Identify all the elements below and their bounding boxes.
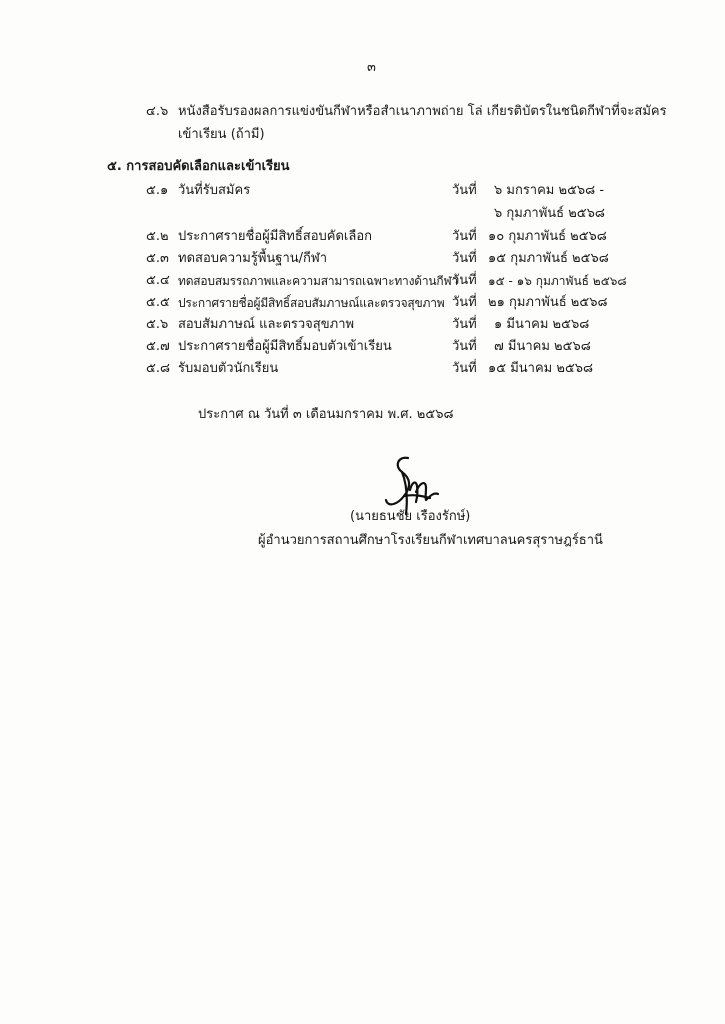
item-5-5-number: ๕.๕: [146, 295, 170, 310]
item-5-4-date: ๑๕ - ๑๖ กุมภาพันธ์ ๒๕๖๘: [488, 274, 627, 288]
item-4-6-number: ๔.๖: [146, 104, 169, 119]
item-5-2-number: ๕.๒: [146, 229, 169, 244]
item-5-3-number: ๕.๓: [146, 251, 169, 266]
item-4-6-line1: หนังสือรับรองผลการแข่งขันกีฬาหรือสำเนาภาพถ่าย โล่ เกียรติบัตรในชนิดกีฬาที่จะสมัคร: [178, 104, 667, 119]
item-5-5-label: ประกาศรายชื่อผู้มีสิทธิ์สอบสัมภาษณ์และตรวจสุขภาพ: [178, 296, 445, 310]
item-5-3-day: วันที่: [452, 251, 477, 266]
item-5-3-label: ทดสอบความรู้พื้นฐาน/กีฬา: [178, 251, 328, 266]
item-5-6-number: ๕.๖: [146, 317, 169, 332]
item-5-1-number: ๕.๑: [146, 183, 169, 198]
item-5-7-day: วันที่: [452, 339, 477, 354]
item-5-6-label: สอบสัมภาษณ์ และตรวจสุขภาพ: [178, 317, 355, 332]
item-5-7-label: ประกาศรายชื่อผู้มีสิทธิ์มอบตัวเข้าเรียน: [178, 339, 392, 354]
item-5-4-label: ทดสอบสมรรถภาพและความสามารถเฉพาะทางด้านกีฬา: [178, 274, 458, 288]
item-5-8-day: วันที่: [452, 361, 477, 376]
item-5-1-date: ๖ มกราคม ๒๕๖๘ -: [494, 183, 605, 198]
item-5-1-day: วันที่: [452, 183, 477, 198]
page-number: ๓: [367, 60, 376, 75]
item-5-1-date-end: ๖ กุมภาพันธ์ ๒๕๖๘: [494, 206, 605, 221]
signer-name: (นายธนชัย เรืองรักษ์): [350, 509, 471, 524]
item-5-8-label: รับมอบตัวนักเรียน: [178, 361, 279, 376]
item-5-2-date: ๑๐ กุมภาพันธ์ ๒๕๖๘: [488, 229, 607, 244]
item-5-6-day: วันที่: [452, 317, 477, 332]
item-4-6-line2: เข้าเรียน (ถ้ามี): [178, 127, 265, 142]
item-5-6-date: ๑ มีนาคม ๒๕๖๘: [494, 317, 590, 332]
item-5-5-day: วันที่: [452, 295, 477, 310]
item-5-7-date: ๗ มีนาคม ๒๕๖๘: [494, 339, 591, 354]
item-5-4-day: วันที่: [452, 273, 477, 288]
section-5-heading: ๕. การสอบคัดเลือกและเข้าเรียน: [107, 159, 290, 174]
signer-position: ผู้อำนวยการสถานศึกษาโรงเรียนกีฬาเทศบาลนครสุราษฎร์ธานี: [258, 533, 603, 548]
item-5-2-label: ประกาศรายชื่อผู้มีสิทธิ์สอบคัดเลือก: [178, 229, 373, 244]
item-5-8-number: ๕.๘: [146, 361, 171, 376]
item-5-5-date: ๒๑ กุมภาพันธ์ ๒๕๖๘: [488, 295, 608, 310]
item-5-4-number: ๕.๔: [146, 273, 170, 288]
announcement-date: ประกาศ ณ วันที่ ๓ เดือนมกราคม พ.ศ. ๒๕๖๘: [198, 407, 454, 422]
item-5-8-date: ๑๕ มีนาคม ๒๕๖๘: [488, 361, 594, 376]
item-5-1-label: วันที่รับสมัคร: [178, 183, 251, 198]
item-5-7-number: ๕.๗: [146, 339, 170, 354]
item-5-3-date: ๑๕ กุมภาพันธ์ ๒๕๖๘: [488, 251, 609, 266]
item-5-2-day: วันที่: [452, 229, 477, 244]
